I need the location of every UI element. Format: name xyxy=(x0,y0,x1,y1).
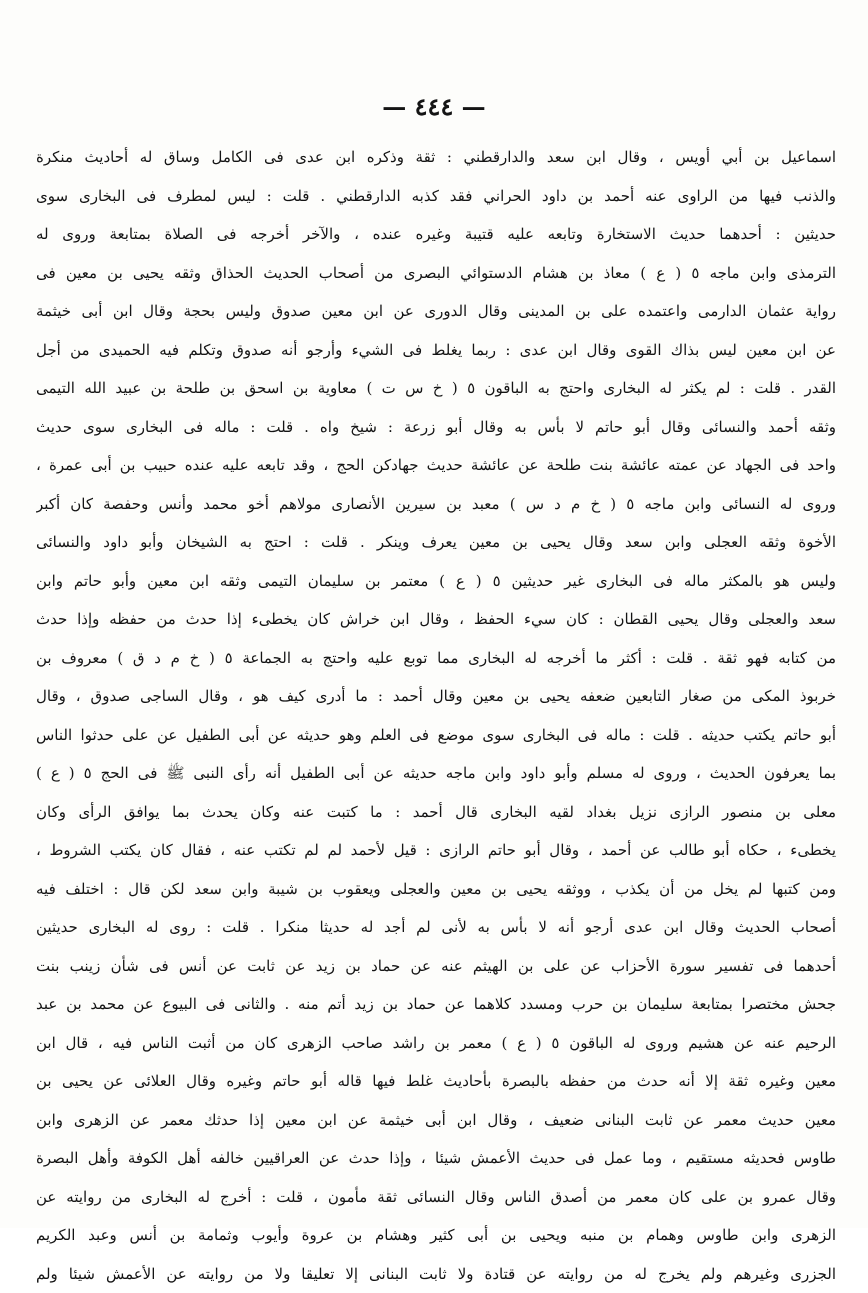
text-line: أحدهما فى تفسير سورة الأحزاب عن على بن الهيثم عنه عن حماد بن زيد عن ثابت عن أنس فى شأن زينب بنت xyxy=(36,947,836,986)
text-line: أبو حاتم يكتب حديثه . قلت : ماله فى البخارى سوى موضع فى العلم وهو حديثه عن أبى الطفيل عن على حدثوا الناس xyxy=(36,716,836,755)
text-line: أصحاب الحديث وقال ابن عدى أرجو أنه لا بأس به لأنى لم أجد له حديثا منكرا . قلت : روى له البخارى حديثين xyxy=(36,908,836,947)
text-line: معين حديث معمر عن ثابت البنانى ضعيف ، وقال ابن أبى خيثمة عن ابن معين إذا حدثك معمر عن الزهرى وابن xyxy=(36,1101,836,1140)
page-body-text xyxy=(36,138,836,1293)
text-line: الجزرى وغيرهم ولم يخرج له من روايته عن قتادة ولا ثابت البنانى إلا تعليقا ولا من روايته عن الأعمش شيئا ولم xyxy=(36,1255,836,1293)
text-line: يخطىء ، حكاه أبو طالب عن أحمد ، وقال أبو حاتم الرازى : قيل لأحمد لم لم تكتب عنه ، فقال كان يكتب الشروط ، xyxy=(36,831,836,870)
text-line: معلى بن منصور الرازى نزيل بغداد لقيه البخارى قال أحمد : ما كتبت عنه وكان يحدث بما يوافق الرأى وكان xyxy=(36,793,836,832)
text-line: الأخوة وثقه العجلى وابن سعد وقال يحيى بن معين يعرف وينكر . قلت : احتج به الشيخان وأبو داود والنسائى xyxy=(36,523,836,562)
text-line: واحد فى الجهاد عن عمته عائشة بنت طلحة عن عائشة حديث جهادكن الحج ، وقد تابعه عليه عنده حبيب بن أبى عمرة ، xyxy=(36,446,836,485)
text-line: من كتابه فهو ثقة . قلت : أكثر ما أخرجه له البخارى مما توبع عليه واحتج به الجماعة ٥ ( خ م د ق ) معروف بن xyxy=(36,639,836,678)
text-line: اسماعيل بن أبي أويس ، وقال ابن سعد والدارقطني : ثقة وذكره ابن عدى فى الكامل وساق له أحاديث منكرة xyxy=(36,138,836,177)
page-number: — ٤٤٤ — xyxy=(0,92,868,121)
text-line: رواية عثمان الدارمى واعتمده على بن المدينى وقال الدورى عن ابن معين صدوق وليس بحجة وقال ابن أبى خيثمة xyxy=(36,292,836,331)
text-line: سعد والعجلى وقال يحيى القطان : كان سيء الحفظ ، وقال ابن خراش كان يخطىء إذا حدث من حفظه وإذا حدث xyxy=(36,600,836,639)
text-line: طاوس فحديثه مستقيم ، وما عمل فى حديث الأعمش شيئا ، وإذا حدث عن العراقيين خالفه أهل الكوفة وأهل البصرة xyxy=(36,1139,836,1178)
text-line: حديثين : أحدهما حديث الاستخارة وتابعه عليه قتيبة وغيره عنده ، والآخر أخرجه فى الصلاة بمتابعة وروى له xyxy=(36,215,836,254)
text-line: عن ابن معين ليس بذاك القوى وقال ابن عدى : ربما يغلط فى الشيء وأرجو أنه صدوق وتكلم فيه الحميدى من أجل xyxy=(36,331,836,370)
text-line: معين وغيره ثقة إلا أنه حدث من حفظه بالبصرة بأحاديث غلط فيها قاله أبو حاتم وغيره وقال العلائى عن يحيى بن xyxy=(36,1062,836,1101)
text-line: ومن كتبها لم يخل من أن يكذب ، ووثقه يحيى بن معين والعجلى ويعقوب بن شيبة وابن سعد لكن قال : اختلف فيه xyxy=(36,870,836,909)
text-line: الزهرى وابن طاوس وهمام بن منبه ويحيى بن أبى كثير وهشام بن عروة وأيوب وثمامة بن أنس وعبد الكريم xyxy=(36,1216,836,1255)
text-line: وقال عمرو بن على كان معمر من أصدق الناس وقال النسائى ثقة مأمون ، قلت : أخرج له البخارى من روايته عن xyxy=(36,1178,836,1217)
text-line: وروى له النسائى وابن ماجه ٥ ( خ م د س ) معبد بن سيرين الأنصارى مولاهم أخو محمد وأنس وحفصة كان أكبر xyxy=(36,485,836,524)
text-line: بما يعرفون الحديث ، وروى له مسلم وأبو داود وابن ماجه حديثه عن أبى الطفيل أنه رأى النبى ﷺ فى الحج ٥ ( ع ) xyxy=(36,754,836,793)
text-line: خربوذ المكى من صغار التابعين ضعفه يحيى بن معين وقال أحمد : ما أدرى كيف هو ، وقال الساجى صدوق ، وقال xyxy=(36,677,836,716)
text-line: جحش مختصرا بمتابعة سليمان بن حرب ومسدد كلاهما عن حماد بن زيد أتم منه . والثانى فى البيوع عن محمد بن عبد xyxy=(36,985,836,1024)
text-line: الترمذى وابن ماجه ٥ ( ع ) معاذ بن هشام الدستوائي البصرى من أصحاب الحديث الحذاق وثقه يحيى بن معين فى xyxy=(36,254,836,293)
text-line: وثقه أحمد والنسائى وقال أبو حاتم لا بأس به وقال أبو زرعة : شيخ واه . قلت : ماله فى البخارى سوى حديث xyxy=(36,408,836,447)
text-line: الرحيم عنه عن هشيم وروى له الباقون ٥ ( ع ) معمر بن راشد صاحب الزهرى كان من أثبت الناس فيه ، قال ابن xyxy=(36,1024,836,1063)
text-line: والذنب فيها من الراوى عنه أحمد بن داود الحراني فقد كذبه الدارقطني . قلت : ليس لمطرف فى البخارى سوى xyxy=(36,177,836,216)
text-line: وليس هو بالمكثر ماله فى البخارى غير حديثين ٥ ( ع ) معتمر بن سليمان التيمى وثقه ابن معين وأبو حاتم وابن xyxy=(36,562,836,601)
text-line: القدر . قلت : لم يكثر له البخارى واحتج به الباقون ٥ ( خ س ت ) معاوية بن اسحق بن طلحة بن عبيد الله التيمى xyxy=(36,369,836,408)
